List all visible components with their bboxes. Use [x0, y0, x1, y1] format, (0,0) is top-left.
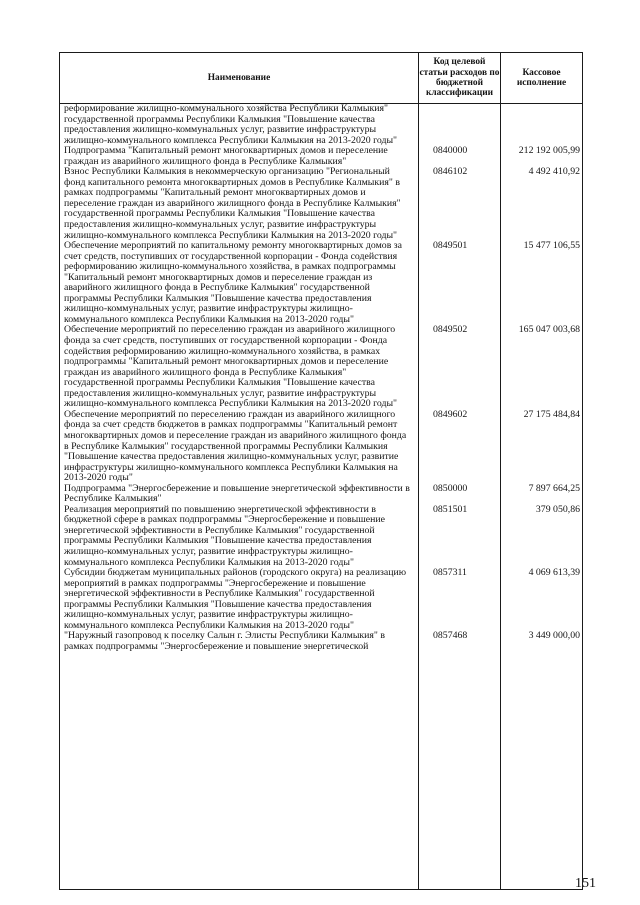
table-row [60, 167, 582, 241]
table-row [60, 146, 582, 167]
row-code: 0857468 [433, 630, 468, 642]
row-amount: 15 477 106,55 [523, 240, 580, 252]
budget-table [59, 52, 583, 890]
table-header [60, 53, 582, 104]
column-divider [418, 104, 419, 889]
table-body [60, 104, 582, 889]
row-name: Взнос Республики Калмыкия в некоммерческую организацию "Региональный фонд капитального ремонта многоквартирных домов в Республике Калмыкия" в рамках подпрограммы "Капитальный ремонт многоквартирных домов и переселение граждан из аварийного жилищного фонда в Республике Калмыкия" государственной программы Республики Калмыкия "Повышение качества предоставления жилищно-коммунальных услуг, развитие инфраструктуры жилищно-коммунального комплекса Республики Калмыкия на 2013-2020 годы" [64, 166, 401, 241]
row-amount: 379 050,86 [535, 503, 580, 515]
row-code: 0851501 [433, 503, 468, 515]
row-name: Подпрограмма "Капитальный ремонт многоквартирных домов и переселение граждан из аварийного жилищного фонда в Республике Калмыкия" [64, 145, 388, 167]
row-amount [499, 104, 582, 146]
header-name: Наименование [60, 53, 419, 103]
table-row [60, 484, 582, 505]
table-row [60, 241, 582, 325]
table-row [60, 104, 582, 146]
row-name: Реализация мероприятий по повышению энергетической эффективности в бюджетной сфере в рамках подпрограммы "Энергосбережение и повышение энергетической эффективности в Республике Калмыкия" государственной программы Республики Калмыкия "Повышение качества предоставления жилищно-коммунальных услуг, развитие инфраструктуры жилищно-коммунального комплекса Республики Калмыкия на 2013-2020 годы" [64, 503, 385, 568]
row-name: Обеспечение мероприятий по капитальному ремонту многоквартирных домов за счет средств, поступивших от государственной корпорации - Фонда содействия реформированию жилищно-коммунального хозяйства, в рамках подпрограммы "Капитальный ремонт многоквартирных домов и переселение граждан из аварийного жилищного фонда в Республике Калмыкия" государственной программы Республики Калмыкия "Повышение качества предоставления жилищно-коммунальных услуг, развитие инфраструктуры жилищно-коммунального комплекса Республики Калмыкия на 2013-2020 годы" [64, 240, 402, 325]
table-row [60, 568, 582, 631]
row-name: Обеспечение мероприятий по переселению граждан из аварийного жилищного фонда за счет средств бюджетов в рамках подпрограммы "Капитальный ремонт многоквартирных домов и переселение граждан из аварийного жилищного фонда в Республике Калмыкия" государственной программы Республики Калмыкия "Повышение качества предоставления жилищно-коммунальных услуг, развитие инфраструктуры жилищно-коммунального комплекса Республики Калмыкия на 2013-2020 годы" [64, 408, 407, 484]
row-code: 0857311 [433, 567, 467, 579]
table-row [60, 325, 582, 409]
row-code: 0849501 [433, 240, 468, 252]
table-row [60, 410, 582, 484]
row-amount: 165 047 003,68 [518, 324, 580, 336]
row-code: 0850000 [433, 482, 468, 494]
row-name: Обеспечение мероприятий по переселению граждан из аварийного жилищного фонда за счет средств, поступивших от государственной корпорации - Фонда содействия реформированию жилищно-коммунального хозяйства, в рамках подпрограммы "Капитальный ремонт многоквартирных домов и переселение граждан из аварийного жилищного фонда в Республике Калмыкия" государственной программы Республики Калмыкия "Повышение качества предоставления жилищно-коммунальных услуг, развитие инфраструктуры жилищно-коммунального комплекса Республики Калмыкия на 2013-2020 годы" [64, 324, 398, 410]
column-divider [500, 104, 501, 889]
table-row [60, 631, 582, 652]
row-amount: 4 069 613,39 [528, 567, 580, 579]
page-number: 151 [575, 876, 596, 891]
row-amount: 212 192 005,99 [518, 145, 580, 157]
row-amount: 7 897 664,25 [528, 482, 580, 494]
row-name: "Наружный газопровод к поселку Салын г. Элисты Республики Калмыкия" в рамках подпрограммы "Энергосбережение и повышение энергетической [64, 630, 386, 652]
header-code: Код целевой статьи расходов по бюджетной классификации [419, 53, 501, 103]
row-name: Подпрограмма "Энергосбережение и повышение энергетической эффективности в Республике Калмыкия" [64, 482, 410, 505]
row-code: 0849602 [433, 408, 468, 420]
table-row [60, 505, 582, 568]
row-name: реформирование жилищно-коммунального хозяйства Республики Калмыкия" государственной программы Республики Калмыкия "Повышение качества предоставления жилищно-коммунальных услуг, развитие инфраструктуры жилищно-коммунального комплекса Республики Калмыкия на 2013-2020 годы" [64, 103, 398, 146]
row-code: 0849502 [433, 324, 468, 336]
row-amount: 27 175 484,84 [523, 408, 580, 420]
header-amount: Кассовое исполнение [516, 67, 567, 88]
row-name: Субсидии бюджетам муниципальных районов (городского округа) на реализацию мероприятий в рамках подпрограммы "Энергосбережение и повышение энергетической эффективности в Республике Калмыкия" государственной программы Республики Калмыкия "Повышение качества предоставления жилищно-коммунальных услуг, развитие инфраструктуры жилищно-коммунального комплекса Республики Калмыкия на 2013-2020 годы" [64, 567, 407, 631]
row-code [418, 104, 499, 146]
row-code: 0840000 [433, 145, 468, 157]
row-amount: 3 449 000,00 [528, 630, 580, 642]
row-code: 0846102 [433, 166, 468, 178]
row-amount: 4 492 410,92 [528, 166, 580, 178]
